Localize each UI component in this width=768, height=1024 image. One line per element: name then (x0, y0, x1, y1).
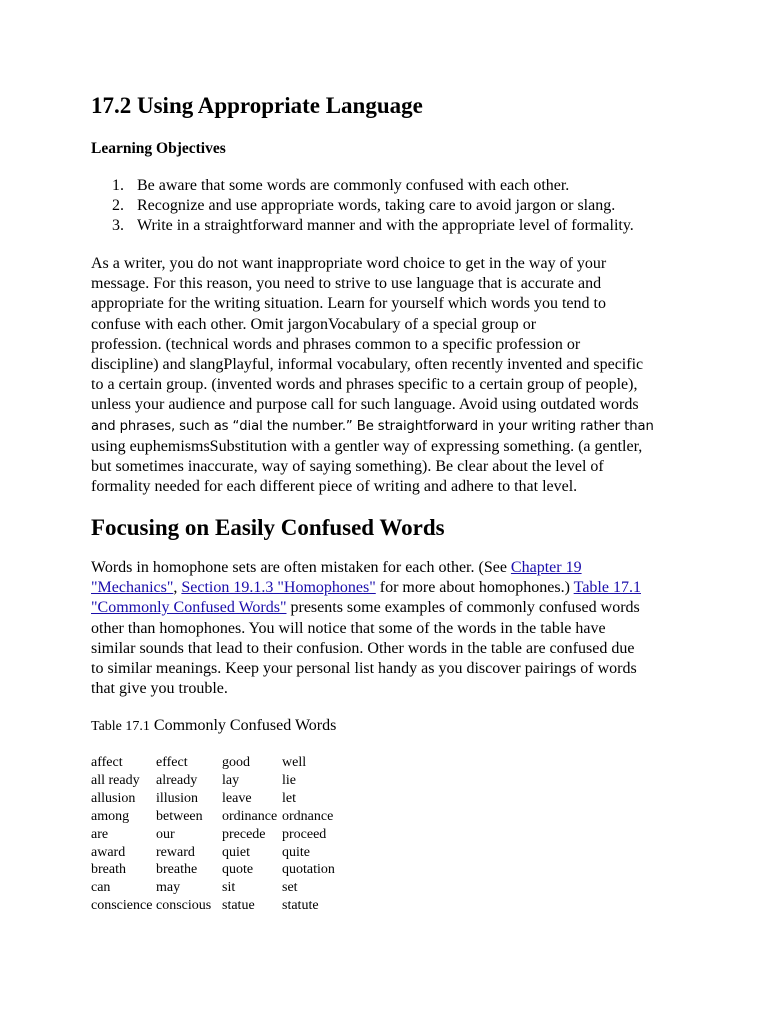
objective-text: Be aware that some words are commonly confused with each other. (137, 177, 570, 194)
table-cell: lay (222, 772, 240, 788)
table-row (91, 897, 362, 915)
paragraph-text: for more about homophones.) (375, 579, 574, 597)
table-cell: can (91, 880, 111, 896)
objective-number: 2. (112, 197, 124, 215)
homophones-paragraph (91, 558, 641, 699)
table-cell: good (222, 755, 250, 770)
paragraph-text: Words in homophone sets are often mistaken for each other. (See (91, 559, 511, 576)
paragraph-line: discipline) and slangPlayful, informal vocabulary, often recently invented and specific (91, 356, 644, 374)
table-row (91, 772, 362, 790)
table-cell: already (156, 772, 198, 788)
paragraph-line: and phrases, such as “dial the number.” Be straightforward in your writing rather than (91, 418, 654, 434)
table-cell: illusion (156, 790, 199, 806)
objective-text: Recognize and use appropriate words, taking care to avoid jargon or slang. (137, 197, 616, 215)
table-cell: quote (222, 862, 254, 878)
table-row (91, 844, 362, 862)
intro-paragraph (91, 254, 654, 497)
table-cell: quiet (222, 844, 250, 860)
table-cell: lie (282, 772, 296, 788)
table-caption-number: Table 17.1 (91, 719, 150, 734)
table-17-1-link[interactable]: Table 17.1 (573, 579, 641, 597)
mechanics-link[interactable]: "Mechanics" (91, 579, 174, 597)
table-cell: breath (91, 862, 126, 878)
table-caption (91, 716, 336, 737)
table-row (91, 861, 362, 879)
paragraph-line: other than homophones. You will notice that some of the words in the table have (91, 619, 606, 637)
table-cell: award (91, 844, 126, 860)
table-cell: may (156, 880, 181, 896)
objective-text: Write in a straightforward manner and with the appropriate level of formality. (137, 217, 634, 235)
table-cell: among (91, 808, 130, 824)
table-row (91, 808, 362, 826)
confused-words-table (91, 754, 362, 915)
objective-item (91, 196, 634, 216)
table-row (91, 826, 362, 844)
table-cell: statute (282, 898, 319, 914)
commonly-confused-words-link[interactable]: "Commonly Confused Words" (91, 599, 287, 617)
paragraph-line: to similar meanings. Keep your personal list handy as you discover pairings of words (91, 660, 637, 678)
paragraph-line: formality needed for each different piece of writing and adhere to that level. (91, 478, 578, 496)
paragraph-line: message. For this reason, you need to strive to use language that is accurate and (91, 275, 602, 293)
subsection-title: Focusing on Easily Confused Words (91, 515, 445, 540)
table-cell: are (91, 826, 109, 842)
table-cell: precede (222, 826, 266, 842)
table-cell: sit (222, 880, 236, 896)
table-cell: set (282, 880, 298, 896)
paragraph-line: As a writer, you do not want inappropriate word choice to get in the way of your (91, 255, 607, 272)
table-cell: well (282, 755, 307, 770)
chapter-19-link[interactable]: Chapter 19 (510, 559, 582, 576)
paragraph-line: similar sounds that lead to their confusion. Other words in the table are confused due (91, 639, 635, 657)
table-cell: conscious (156, 898, 212, 914)
table-cell: all ready (91, 772, 140, 788)
paragraph-line: profession. (technical words and phrases common to a specific profession or (91, 335, 581, 353)
table-cell: proceed (282, 826, 327, 842)
paragraph-line: using euphemismsSubstitution with a gentler way of expressing something. (a gentler, (91, 437, 643, 455)
table-cell: leave (222, 790, 252, 806)
learning-objectives-heading: Learning Objectives (91, 140, 226, 157)
homophones-section-link[interactable]: Section 19.1.3 "Homophones" (181, 579, 376, 597)
table-cell: quotation (282, 862, 335, 878)
table-row (91, 879, 362, 897)
paragraph-line: that give you trouble. (91, 680, 228, 698)
paragraph-line: appropriate for the writing situation. Learn for yourself which words you tend to (91, 295, 606, 313)
table-cell: affect (91, 755, 123, 770)
paragraph-line: to a certain group. (invented words and phrases specific to a certain group of people), (91, 376, 638, 394)
paragraph-line: unless your audience and purpose call for such language. Avoid using outdated words (91, 396, 639, 414)
learning-objectives-list (91, 176, 634, 237)
paragraph-line: but sometimes inaccurate, way of saying something). Be clear about the level of (91, 458, 604, 476)
table-cell: quite (282, 844, 310, 860)
table-row (91, 754, 362, 772)
table-cell: let (282, 790, 296, 806)
table-cell: ordinance (222, 808, 278, 824)
table-cell: reward (156, 844, 195, 860)
objective-number: 1. (112, 177, 124, 194)
objective-item (91, 216, 634, 236)
paragraph-line: confuse with each other. Omit jargonVocabulary of a special group or (91, 315, 537, 333)
paragraph-text: presents some examples of commonly confused words (286, 599, 640, 617)
table-cell: allusion (91, 790, 136, 806)
table-cell: breathe (156, 862, 198, 878)
objective-item (91, 176, 634, 196)
objective-number: 3. (112, 217, 124, 235)
table-cell: ordnance (282, 808, 334, 824)
table-row (91, 790, 362, 808)
table-caption-title: Commonly Confused Words (153, 717, 337, 734)
table-cell: our (156, 826, 175, 842)
section-title: 17.2 Using Appropriate Language (91, 93, 423, 118)
table-cell: effect (156, 755, 188, 770)
table-cell: conscience (91, 898, 153, 914)
table-cell: between (156, 808, 203, 824)
paragraph-text: , (173, 579, 182, 597)
table-cell: statue (222, 898, 255, 914)
